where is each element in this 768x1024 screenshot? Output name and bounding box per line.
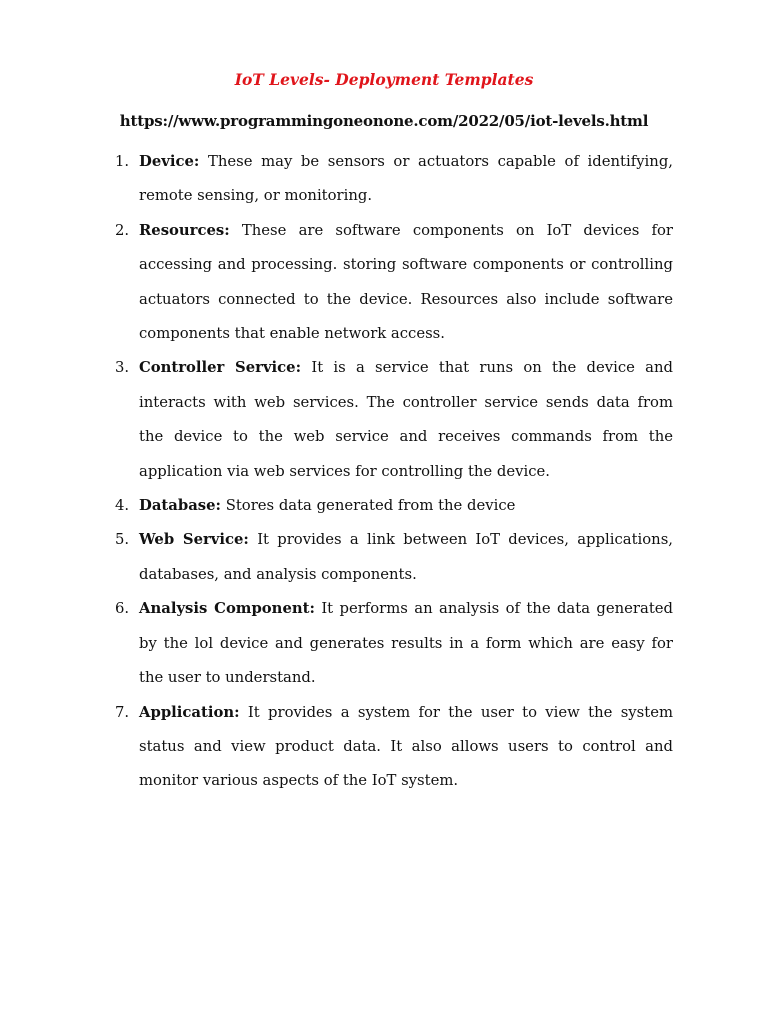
item-number: 5.: [115, 531, 130, 549]
item-term: Device:: [139, 153, 200, 170]
document-title: IoT Levels- Deployment Templates: [234, 70, 534, 89]
list-item-resources: [0, 214, 768, 352]
item-term: Database:: [139, 497, 221, 515]
item-term: Controller Service:: [139, 359, 302, 377]
list-item-analysis-component: [0, 592, 768, 695]
list-item-device: [0, 145, 768, 214]
item-text: These are software components on IoT devices for accessing and processing. storing software components or controlling actuators connected to the device. Resources also include software components that enable network access.: [139, 221, 673, 343]
item-term: Resources:: [139, 221, 230, 239]
source-url: https://www.programmingoneonone.com/2022/05/iot-levels.html: [119, 112, 649, 130]
list-item-controller-service: [0, 351, 768, 489]
item-term: Application:: [139, 703, 240, 721]
item-number: 4.: [115, 497, 130, 515]
definition-list: [0, 145, 768, 799]
list-item-application: [0, 696, 768, 799]
item-number: 6.: [115, 600, 130, 618]
item-text: Stores data generated from the device: [225, 497, 516, 515]
item-number: 2.: [115, 221, 130, 239]
item-number: 3.: [115, 359, 130, 377]
item-text: It provides a system for the user to view the system status and view product data. It also allows users to control and monitor various aspects of the IoT system.: [139, 703, 673, 790]
item-number: 1.: [115, 153, 130, 170]
item-text: It performs an analysis of the data generated by the lol device and generates results in a form which are easy for the user to understand.: [139, 600, 673, 687]
item-number: 7.: [115, 703, 130, 721]
item-text: These may be sensors or actuators capable of identifying, remote sensing, or monitoring.: [139, 153, 673, 205]
list-item-database: [0, 489, 768, 523]
list-item-web-service: [0, 523, 768, 592]
item-text: It is a service that runs on the device and interacts with web services. The controller service sends data from the device to the web service and receives commands from the application via web services for controlling the device.: [139, 359, 673, 480]
item-text: It provides a link between IoT devices, applications, databases, and analysis components.: [139, 531, 673, 583]
item-term: Web Service:: [139, 531, 249, 549]
item-term: Analysis Component:: [139, 600, 315, 618]
